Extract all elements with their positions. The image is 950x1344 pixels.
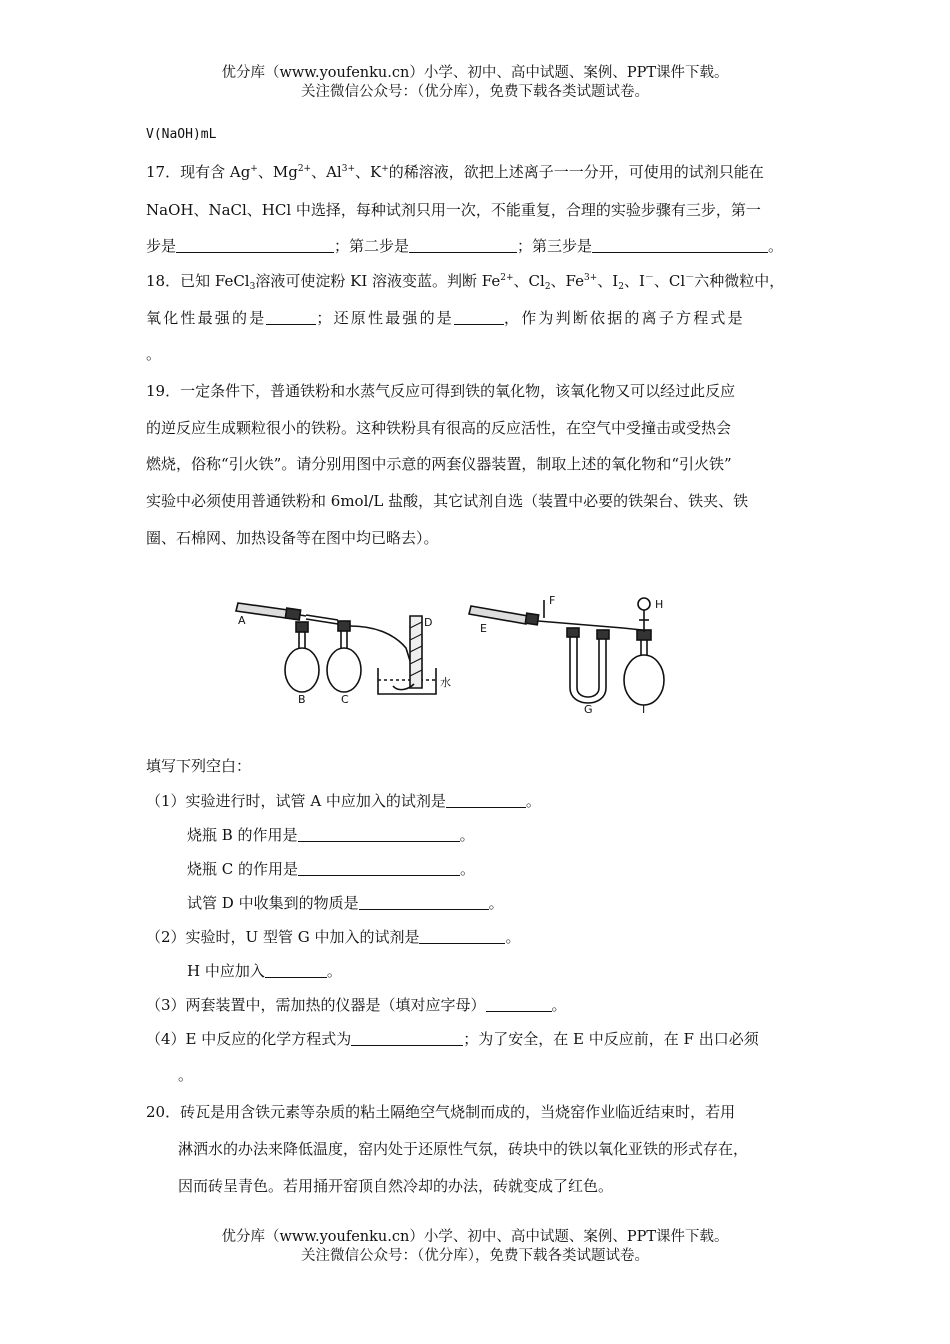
- q17-line-3: 步是 ；第二步是 ；第三步是 。: [146, 237, 784, 255]
- q20-line-2: 淋洒水的办法来降低温度，窑内处于还原性气氛，砖块中的铁以氧化亚铁的形式存在，: [178, 1140, 749, 1158]
- q19-part-4-end: 。: [178, 1066, 194, 1084]
- label-f: F: [549, 594, 556, 607]
- q19-part-4: （4）E 中反应的化学方程式为 ；为了安全，在 E 中反应前，在 F 出口必须: [146, 1030, 759, 1048]
- q19-part-3: （3）两套装置中，需加热的仪器是（填对应字母） 。: [146, 996, 567, 1014]
- label-g: G: [584, 703, 593, 716]
- funnel-h: [638, 598, 650, 632]
- blank-flask-b-role[interactable]: [298, 827, 460, 842]
- q19-line-5: 圈、石棉网、加热设备等在图中均已略去）。: [146, 529, 439, 547]
- fill-instruction: 填写下列空白：: [146, 757, 252, 775]
- blank-heated-apparatus[interactable]: [486, 997, 552, 1012]
- q17-blank-step3[interactable]: [592, 238, 768, 253]
- q19-part-1c: 烧瓶 C 的作用是 。: [187, 860, 476, 878]
- label-water: 水: [440, 676, 451, 689]
- page-footer: [0, 1228, 950, 1266]
- blank-e-equation[interactable]: [351, 1031, 463, 1046]
- q17-line-1: 17．现有含 Ag+、$Mg^{2+}$、$Al^{3+}$、K+的稀溶液，欲把上述离子一一分开，可使用的试剂只能在: [146, 163, 764, 181]
- label-e: E: [480, 622, 487, 635]
- label-h: H: [655, 598, 664, 611]
- footer-line-1: 优分库（www.youfenku.cn）小学、初中、高中试题、案例、PPT课件下载。: [221, 1229, 729, 1245]
- q18-blank-reductant[interactable]: [454, 310, 504, 325]
- q17-blank-step2[interactable]: [409, 238, 517, 253]
- q18-blank-oxidant[interactable]: [266, 310, 316, 325]
- q17-blank-step1[interactable]: [176, 238, 334, 253]
- label-a: A: [238, 614, 246, 627]
- q20-line-1: 20．砖瓦是用含铁元素等杂质的粘土隔绝空气烧制而成的，当烧窑作业临近结束时，若用: [146, 1103, 736, 1121]
- q19-part-1d: 试管 D 中收集到的物质是 。: [187, 894, 504, 912]
- blank-u-tube-reagent[interactable]: [419, 929, 505, 944]
- label-i: I: [642, 703, 646, 716]
- footer-line-2: 关注微信公众号：（优分库），免费下载各类试题试卷。: [301, 1248, 649, 1264]
- q19-line-1: 19．一定条件下，普通铁粉和水蒸气反应可得到铁的氧化物，该氧化物又可以经过此反应: [146, 382, 736, 400]
- q19-part-2: （2）实验时，U 型管 G 中加入的试剂是 。: [146, 928, 521, 946]
- q19-line-3: 燃烧，俗称“引火铁”。请分别用图中示意的两套仪器装置，制取上述的氧化物和“引火铁”: [146, 455, 732, 473]
- flask-i: [623, 628, 664, 705]
- apparatus-diagram: [228, 588, 698, 718]
- blank-h-reagent[interactable]: [265, 963, 327, 978]
- q18-line-2: 氧化性最强的是 ；还原性最强的是 ，作为判断依据的离子方程式是: [146, 309, 745, 327]
- blank-tube-a-reagent[interactable]: [446, 793, 526, 808]
- axis-label-v-naoh: V(NaOH)mL: [146, 127, 217, 142]
- label-d: D: [424, 616, 433, 629]
- q19-part-1: （1）实验进行时，试管 A 中应加入的试剂是 。: [146, 792, 541, 810]
- flask-c: [327, 621, 416, 692]
- label-c: C: [341, 693, 349, 706]
- q19-line-2: 的逆反应生成颗粒很小的铁粉。这种铁粉具有很高的反应活性，在空气中受撞击或受热会: [146, 419, 732, 437]
- q17-line-2: NaOH、NaCl、HCl 中选择，每种试剂只用一次，不能重复，合理的实验步骤有三步，第一: [146, 201, 761, 219]
- q18-line-1: 18．已知 FeCl$_3$溶液可使淀粉 KI 溶液变蓝。判断 $Fe^{2+}$、$Cl_2$、$Fe^{3+}$、$I_2$、I－、Cl－六种微粒中，: [146, 272, 785, 292]
- test-tube-a: [236, 603, 306, 620]
- label-b: B: [298, 693, 306, 706]
- u-tube-g: [538, 621, 623, 703]
- q19-line-4: 实验中必须使用普通铁粉和 6mol/L 盐酸，其它试剂自选（装置中必要的铁架台、铁夹、铁: [146, 492, 749, 510]
- q19-part-2b: H 中应加入 。: [187, 962, 342, 980]
- page-header: [0, 64, 950, 102]
- header-line-1: 优分库（www.youfenku.cn）小学、初中、高中试题、案例、PPT课件下载。: [221, 65, 729, 81]
- q18-line-3: 。: [146, 345, 162, 363]
- q19-part-1b: 烧瓶 B 的作用是 。: [187, 826, 475, 844]
- water-trough: [378, 668, 436, 694]
- q20-line-3: 因而砖呈青色。若用捅开窑顶自然冷却的办法，砖就变成了红色。: [178, 1177, 614, 1195]
- header-line-2: 关注微信公众号：（优分库），免费下载各类试题试卷。: [301, 84, 649, 100]
- blank-tube-d-product[interactable]: [359, 895, 489, 910]
- blank-flask-c-role[interactable]: [298, 861, 460, 876]
